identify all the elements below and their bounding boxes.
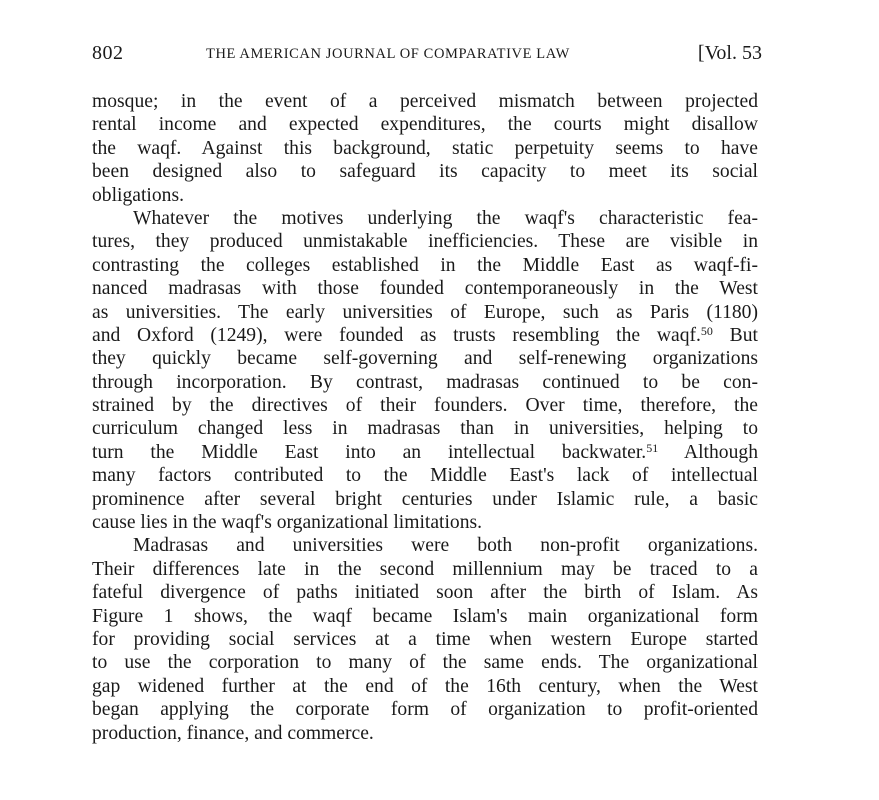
text-line: for providing social services at a time when western Europe started (92, 628, 758, 650)
page-number: 802 (92, 42, 124, 64)
paragraph-1 (92, 90, 758, 207)
text-line: many factors contributed to the Middle East's lack of intellectual (92, 465, 758, 487)
text-line: fateful divergence of paths initiated soon after the birth of Islam. As (92, 582, 758, 604)
text-line: prominence after several bright centuries under Islamic rule, a basic (92, 488, 758, 510)
text-line: strained by the directives of their founders. Over time, therefore, the (92, 395, 758, 417)
text-line: Whatever the motives underlying the waqf's characteristic fea- (133, 207, 758, 229)
text-line: curriculum changed less in madrasas than in universities, helping to (92, 418, 758, 440)
paragraph-3 (92, 534, 758, 745)
running-header (92, 39, 762, 67)
line-text: and Oxford (1249), were founded as trusts resembling the waqf. (92, 324, 701, 346)
text-line: tures, they produced unmistakable inefficiencies. These are visible in (92, 231, 758, 253)
text-line: to use the corporation to many of the same ends. The organizational (92, 652, 758, 674)
text-line: production, finance, and commerce. (92, 722, 374, 744)
text-line: been designed also to safeguard its capacity to meet its social (92, 161, 758, 183)
text-line: as universities. The early universities of Europe, such as Paris (1180) (92, 301, 758, 323)
text-line (92, 324, 758, 347)
text-line: gap widened further at the end of the 16th century, when the West (92, 675, 758, 697)
volume-label: [Vol. 53 (697, 42, 762, 64)
text-line: contrasting the colleges established in the Middle East as waqf-fi- (92, 254, 758, 276)
text-line: obligations. (92, 184, 184, 206)
line-text: Although (658, 441, 758, 463)
text-line: they quickly became self-governing and self-renewing organizations (92, 348, 758, 370)
text-line: Their differences late in the second millennium may be traced to a (92, 558, 758, 580)
body-text (92, 90, 758, 745)
text-line (92, 441, 758, 464)
paragraph-2 (92, 207, 758, 534)
text-line: cause lies in the waqf's organizational limitations. (92, 512, 483, 534)
line-text: But (712, 324, 758, 346)
footnote-marker-50: 50 (700, 323, 713, 338)
text-line: the waqf. Against this background, static perpetuity seems to have (92, 137, 758, 159)
footnote-marker-51: 51 (646, 440, 659, 455)
text-line: rental income and expected expenditures, the courts might disallow (92, 114, 758, 136)
text-line: began applying the corporate form of organization to profit-oriented (92, 699, 758, 721)
text-line: mosque; in the event of a perceived mismatch between projected (92, 91, 758, 112)
text-line: through incorporation. By contrast, madrasas continued to be con- (92, 371, 758, 393)
line-text: turn the Middle East into an intellectual backwater. (92, 441, 647, 463)
text-line: nanced madrasas with those founded contemporaneously in the West (92, 278, 758, 300)
text-line: Figure 1 shows, the waqf became Islam's main organizational form (92, 605, 758, 627)
journal-title: THE AMERICAN JOURNAL OF COMPARATIVE LAW (206, 46, 570, 62)
text-line: Madrasas and universities were both non-profit organizations. (133, 535, 758, 557)
